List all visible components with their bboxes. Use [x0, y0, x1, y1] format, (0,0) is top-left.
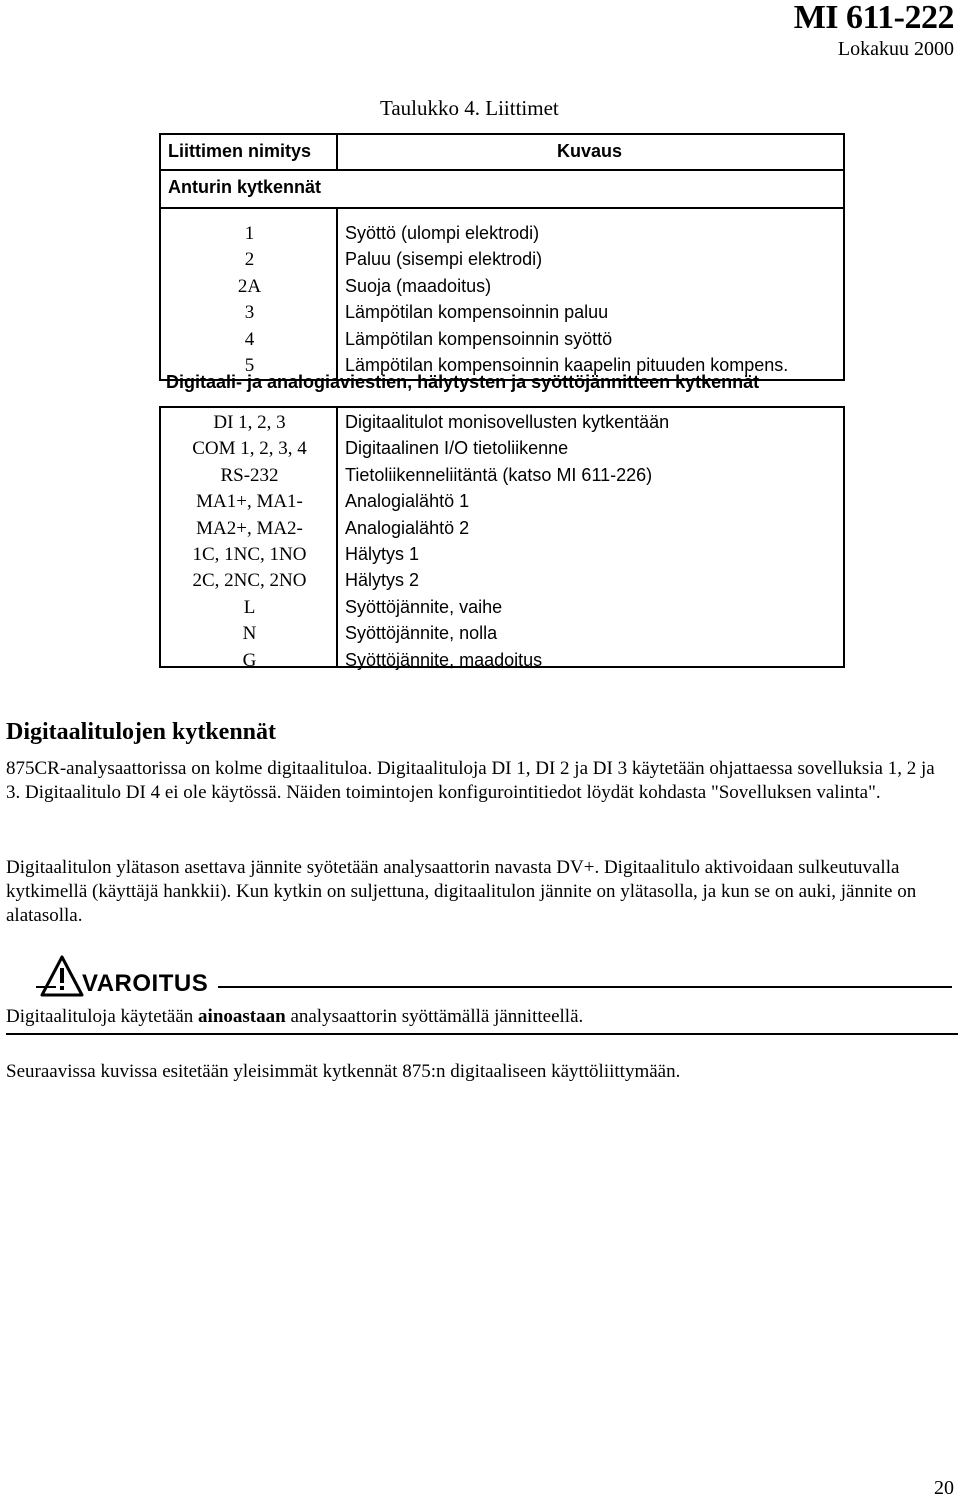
table-row — [161, 489, 843, 515]
table-row — [161, 247, 843, 273]
section-title-text: Digitaali- ja analogiaviestien, hälytysten ja syöttöjännitteen kytkennät — [166, 372, 760, 392]
terminal-name: G — [242, 649, 257, 671]
terminal-description: Paluu (sisempi elektrodi) — [345, 249, 543, 270]
table-row — [161, 516, 843, 542]
terminal-name: 2C, 2NC, 2NO — [192, 570, 307, 592]
terminal-name: 2A — [237, 275, 262, 297]
terminal-description: Syöttöjännite, maadoitus — [345, 649, 543, 670]
warning-banner — [6, 952, 952, 1000]
section-block — [159, 209, 845, 381]
table-row — [161, 463, 843, 489]
terminal-description: Analogialähtö 1 — [345, 491, 470, 512]
table-row — [161, 648, 843, 674]
terminal-description: Syöttöjännite, nolla — [345, 623, 498, 644]
terminal-description: Lämpötilan kompensoinnin kaapelin pituuden kompens. — [345, 354, 789, 375]
paragraph-3: Seuraavissa kuvissa esitetään yleisimmät kytkennät 875:n digitaaliseen käyttöliittymään. — [6, 1061, 681, 1082]
warning-label: VAROITUS — [82, 970, 209, 997]
terminal-name: 2 — [244, 249, 255, 271]
terminal-name: MA1+, MA1- — [196, 491, 303, 513]
table-row — [161, 327, 843, 353]
document-id: MI 611-222 — [793, 0, 954, 36]
terminal-description: Suoja (maadoitus) — [345, 275, 492, 296]
page-number: 20 — [934, 1477, 954, 1499]
section-title-text: Anturin kytkennät — [168, 177, 322, 197]
warning-rule-right — [218, 986, 952, 988]
terminal-name: MA2+, MA2- — [196, 517, 303, 539]
terminal-description: Digitaalitulot monisovellusten kytkentään — [345, 412, 670, 432]
sensor-rows — [161, 221, 843, 379]
terminal-description: Syöttöjännite, vaihe — [345, 596, 503, 617]
section-heading: Digitaalitulojen kytkennät — [6, 719, 277, 745]
terminal-name: COM 1, 2, 3, 4 — [192, 438, 307, 460]
document-date: Lokakuu 2000 — [837, 38, 954, 60]
terminal-name: 1 — [244, 223, 255, 244]
table-row — [161, 621, 843, 647]
section-title-io — [159, 372, 845, 402]
table-header — [159, 133, 845, 171]
terminal-name: N — [242, 623, 257, 645]
table-row — [161, 221, 843, 247]
terminal-description: Hälytys 2 — [345, 570, 420, 591]
table-row — [161, 542, 843, 568]
io-table — [159, 406, 845, 671]
warning-triangle-icon — [40, 954, 84, 998]
terminal-description: Digitaalinen I/O tietoliikenne — [345, 438, 569, 459]
table-row — [161, 595, 843, 621]
connector-table — [159, 133, 845, 381]
terminal-name: DI 1, 2, 3 — [213, 412, 286, 433]
table-caption: Taulukko 4. Liittimet — [380, 96, 559, 120]
column-divider — [336, 135, 338, 169]
terminal-description: Lämpötilan kompensoinnin paluu — [345, 302, 609, 323]
paragraph-1: 875CR-analysaattorissa on kolme digitaalituloa. Digitaalituloja DI 1, DI 2 ja DI 3 käytetään ohjattaessa sovelluksia 1, 2 ja 3. Digitaalitulo DI 4 ei ole käytössä. Näiden toimintojen konfigurointitiedot löydät kohdasta "Sovelluksen valinta". — [6, 758, 935, 803]
terminal-name: L — [243, 596, 256, 618]
table-row — [161, 274, 843, 300]
table-row — [161, 300, 843, 326]
paragraph-2: Digitaalitulon ylätason asettava jännite syötetään analysaattorin navasta DV+. Digitaalitulo aktivoidaan sulkeutuvalla kytkimellä (käyttäjä hankkii). Kun kytkin on suljettuna, digitaalitulon jännite on ylätasolla, ja kun se on auki, jännite on alatasolla. — [6, 857, 917, 926]
terminal-description: Lämpötilan kompensoinnin syöttö — [345, 328, 613, 349]
warning-text-part: Digitaalituloja käytetään — [6, 1006, 199, 1027]
terminal-description: Hälytys 1 — [345, 543, 420, 564]
warning-text-part: analysaattorin syöttämällä jännitteellä. — [285, 1006, 584, 1027]
terminal-name: 1C, 1NC, 1NO — [192, 543, 307, 565]
terminal-description: Analogialähtö 2 — [345, 517, 470, 538]
terminal-name: 3 — [244, 302, 255, 324]
section-title-sensor — [159, 171, 845, 209]
table-row — [161, 410, 843, 436]
warning-text-emphasis: ainoastaan — [198, 1006, 286, 1027]
column-header-description: Kuvaus — [557, 141, 623, 161]
terminal-name: RS-232 — [220, 464, 279, 486]
column-header-name: Liittimen nimitys — [168, 141, 312, 161]
io-rows — [161, 410, 843, 674]
terminal-name: 4 — [244, 328, 255, 350]
terminal-description: Tietoliikenneliitäntä (katso MI 611-226) — [345, 464, 653, 485]
terminal-name: 5 — [244, 354, 255, 376]
table-row — [161, 568, 843, 594]
table-row — [161, 436, 843, 462]
terminal-description: Syöttö (ulompi elektrodi) — [345, 223, 540, 243]
warning-text — [6, 1005, 958, 1035]
